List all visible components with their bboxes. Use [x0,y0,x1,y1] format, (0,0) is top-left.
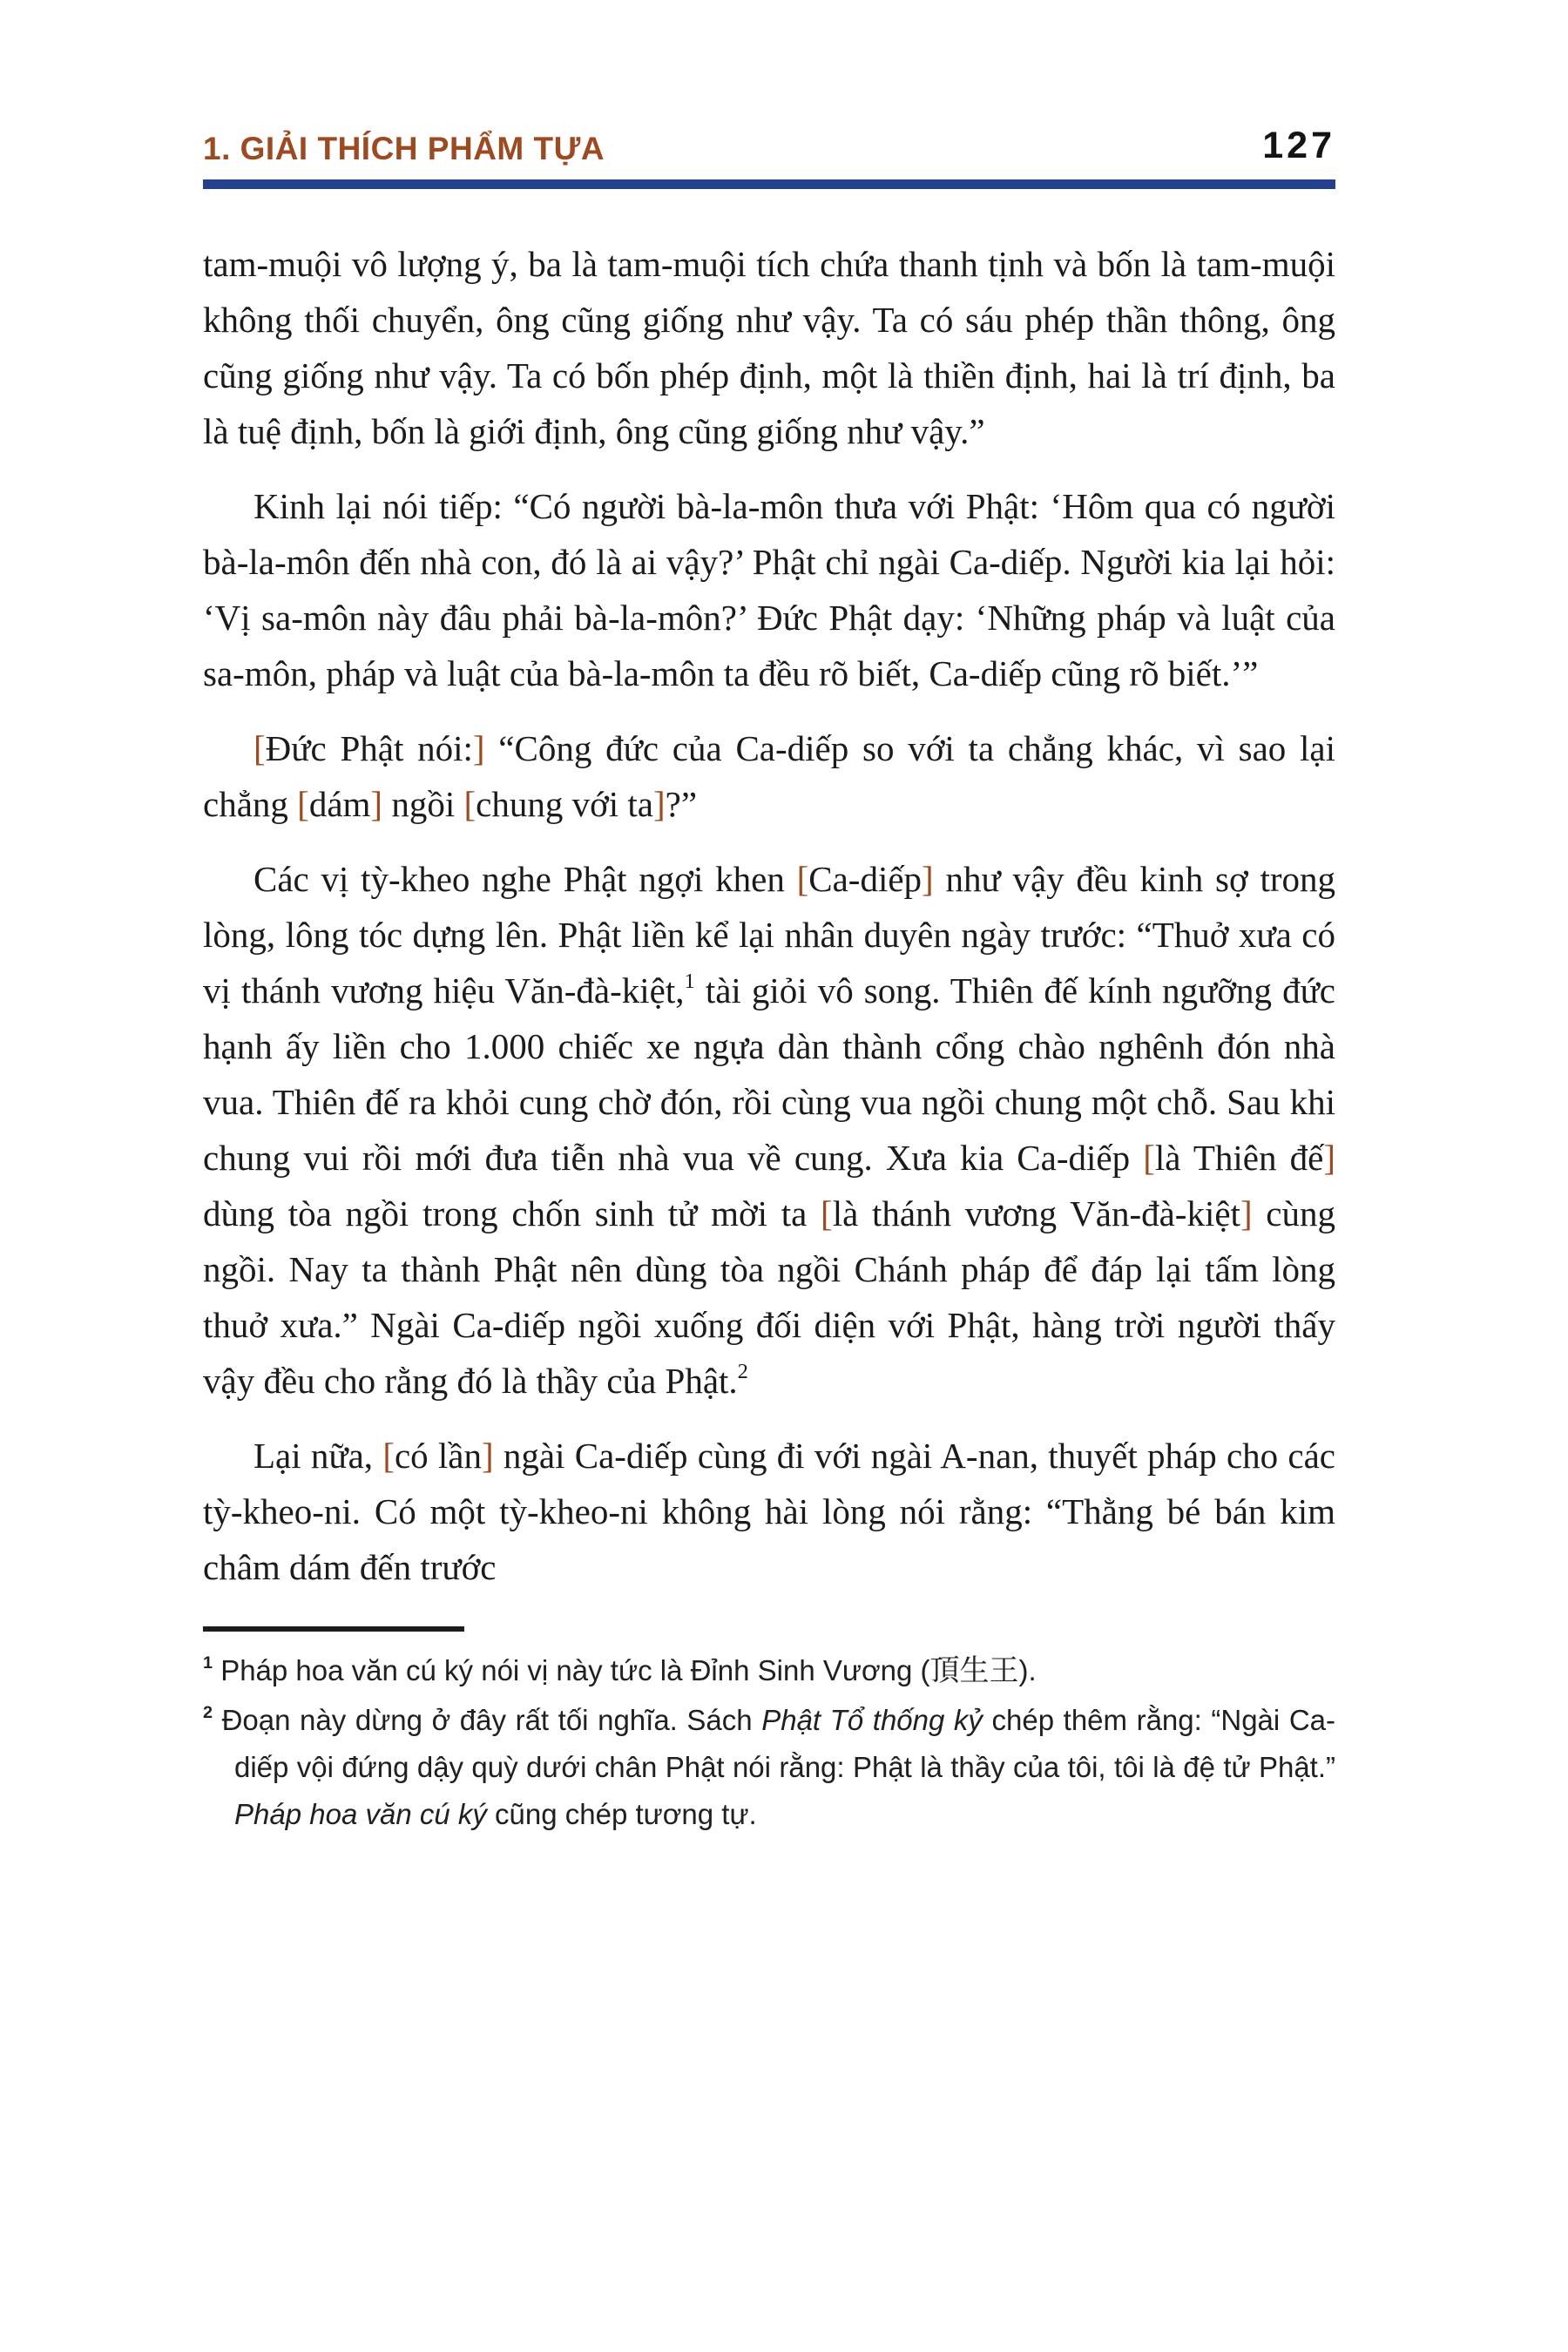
footnote-marker: 2 [203,1703,213,1723]
paragraph [203,720,1335,832]
paragraph [203,478,1335,701]
editorial-bracket: ] [472,728,485,768]
editorial-bracket: [ [1143,1138,1155,1178]
text-run: ?” [665,784,698,824]
footnote-separator [203,1626,464,1632]
book-title: Pháp hoa văn cú ký [234,1798,487,1830]
footnote-reference: 1 [684,970,695,994]
text-run: là thánh vương Văn-đà-kiệt [832,1193,1240,1233]
text-run: Ca-diếp [808,859,923,899]
editorial-bracket: [ [297,784,309,824]
text-run: nói vị này tức là Đỉnh Sinh Vương ( [473,1654,930,1686]
editorial-bracket: [ [463,784,476,824]
text-run: tam-muội vô lượng ý, ba là tam-muội tích chứa thanh tịnh và bốn là tam-muội không thối chuyển, ông cũng giống như vậy. Ta có sáu phép thần thông, ông cũng giống như vậy. Ta có bốn phép định, một là thiền định, hai là trí định, ba là tuệ định, bốn là giới định, ông cũng giống như vậy.” [203,244,1335,451]
text-run: cũng chép tương tự. [486,1798,757,1830]
footnote-reference: 2 [737,1360,748,1384]
editorial-bracket: ] [652,784,666,824]
running-header [203,127,1335,165]
text-run: Pháp hoa văn cú ký [220,1654,474,1686]
chinese-gloss: 頂生王 [929,1653,1019,1688]
book-title: Phật Tổ thống kỷ [761,1704,983,1736]
text-run: ngài Ca-diếp cùng đi với ngài A-nan, thuyết pháp cho các tỳ-kheo-ni. Có một tỳ-kheo-ni không hài lòng nói rằng: “Thằng bé bán kim châm dám đến trước [203,1436,1335,1587]
text-run: chung với ta [476,784,653,824]
header-rule [203,179,1335,189]
section-title: 1. GIẢI THÍCH PHẨM TỰA [203,131,605,166]
text-run: Đức Phật nói: [265,728,473,768]
footnotes [203,1647,1335,1838]
editorial-bracket: ] [482,1436,494,1476]
text-run: chép thêm rằng: “Ngài Ca-diếp vội đứng dậy quỳ dưới chân Phật nói rằng: Phật là thầy của tôi, tôi là đệ tử Phật.” [234,1704,1335,1783]
text-run: như vậy đều kinh sợ trong lòng, lông tóc dựng lên. Phật liền kể lại nhân duyên ngày trước: “Thuở xưa có vị thánh vương hiệu Văn-đà-kiệt, [203,859,1335,1010]
text-run: Các vị tỳ-kheo nghe Phật ngợi khen [253,859,797,899]
editorial-bracket: ] [370,784,383,824]
paragraph [203,851,1335,1409]
text-run: dùng tòa ngồi trong chốn sinh tử mời ta [203,1193,821,1233]
editorial-bracket: [ [253,728,266,768]
body-paragraphs [203,236,1335,1595]
editorial-bracket: [ [796,859,809,899]
text-run: ngồi [382,784,464,824]
text-run: dám [308,784,371,824]
text-run: Đoạn này dừng ở đây rất tối nghĩa. Sách [221,1704,762,1736]
footnote-marker: 1 [203,1653,213,1673]
text-run: có lần [394,1436,483,1476]
footnote [203,1647,1335,1694]
footnote [203,1697,1335,1838]
text-run: Lại nữa, [253,1436,383,1476]
text-run: “Công đức của Ca-diếp so với ta chẳng khác, vì sao lại chẳng [203,728,1336,824]
text-column [203,0,1335,1838]
text-run: cùng ngồi. Nay ta thành Phật nên dùng tòa ngồi Chánh pháp để đáp lại tấm lòng thuở xưa.” Ngài Ca-diếp ngồi xuống đối diện với Phật, hàng trời người thấy vậy đều cho rằng đó là thầy của Phật. [203,1193,1335,1401]
text-run: là Thiên đế [1154,1138,1324,1178]
editorial-bracket: ] [1323,1138,1335,1178]
editorial-bracket: ] [1240,1193,1253,1233]
text-run: tài giỏi vô song. Thiên đế kính ngưỡng đức hạnh ấy liền cho 1.000 chiếc xe ngựa dàn thành cổng chào nghênh đón nhà vua. Thiên đế ra khỏi cung chờ đón, rồi cùng vua ngồi chung một chỗ. Sau khi chung vui rồi mới đưa tiễn nhà vua về cung. Xưa kia Ca-diếp [203,970,1335,1178]
paragraph [203,1428,1335,1595]
editorial-bracket: [ [821,1193,833,1233]
editorial-bracket: ] [922,859,934,899]
text-run: Kinh lại nói tiếp: “Có người bà-la-môn thưa với Phật: ‘Hôm qua có người bà-la-môn đến nhà con, đó là ai vậy?’ Phật chỉ ngài Ca-diếp. Người kia lại hỏi: ‘Vị sa-môn này đâu phải bà-la-môn?’ Đức Phật dạy: ‘Những pháp và luật của sa-môn, pháp và luật của bà-la-môn ta đều rõ biết, Ca-diếp cũng rõ biết.’” [203,486,1335,693]
editorial-bracket: [ [382,1436,395,1476]
paragraph [203,236,1335,459]
text-run: ). [1018,1654,1037,1686]
page-number: 127 [1262,125,1335,166]
